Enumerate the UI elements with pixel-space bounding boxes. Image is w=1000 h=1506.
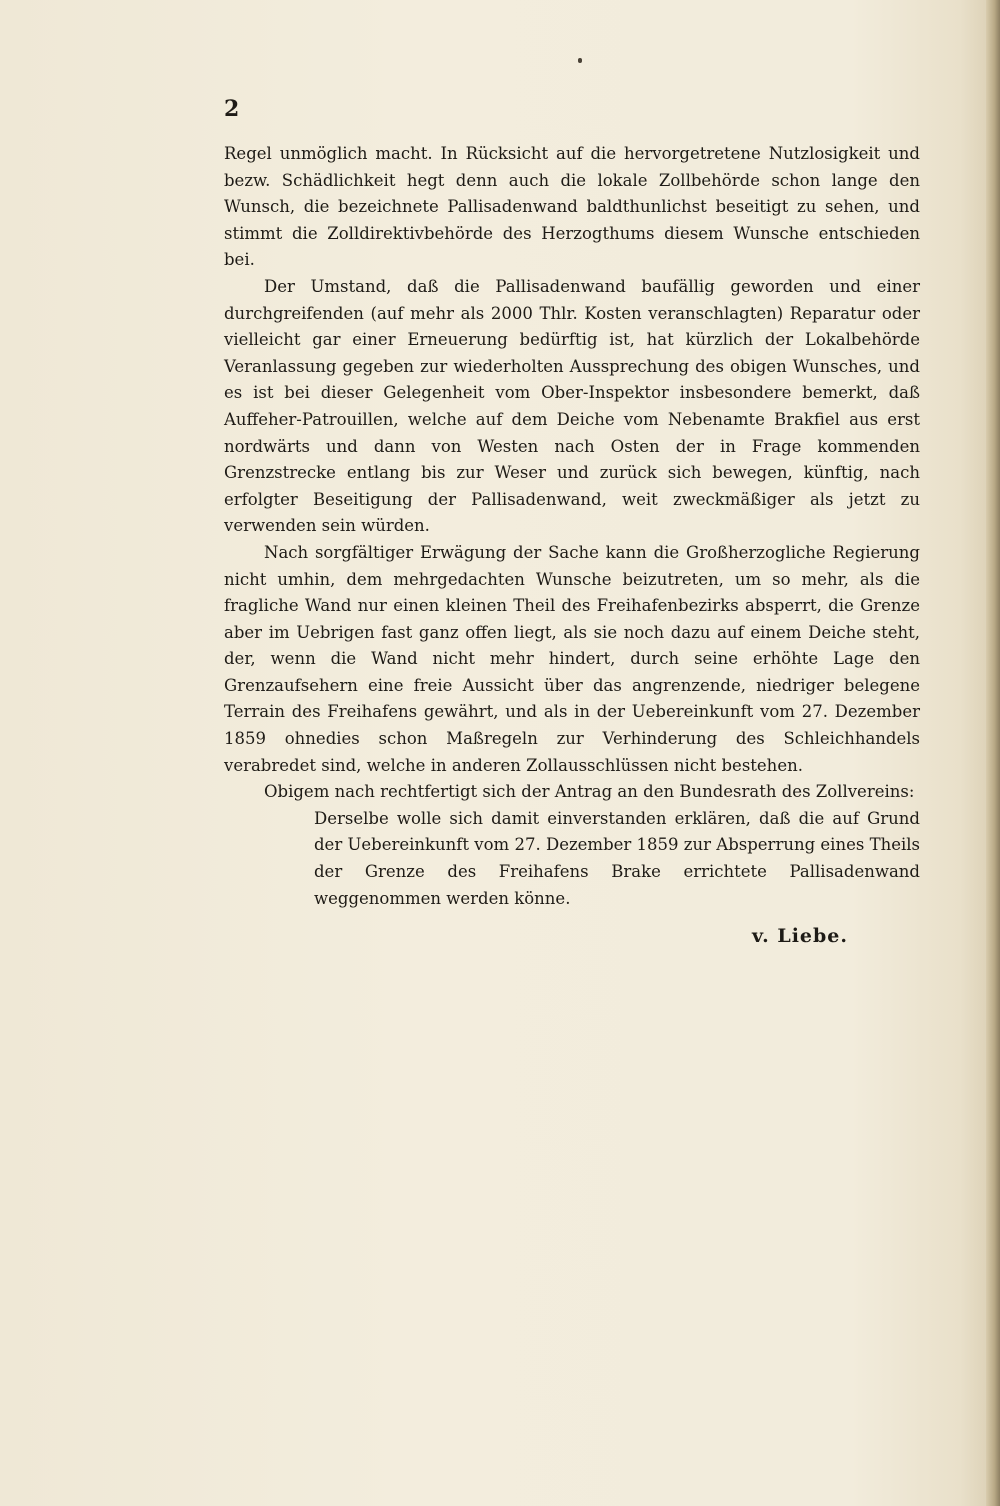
paragraph-2: Der Umstand, daß die Pallisadenwand baufällig geworden und einer durchgreifenden (auf mehr als 2000 Thlr. Kosten veranschlagten) Reparatur oder vielleicht gar einer Erneuerung bedürftig ist, hat kürzlich der Lokalbehörde Veranlassung gegeben zur wiederholten Aussprechung des obigen Wunsches, und es ist bei dieser Gelegenheit vom Ober-Inspektor insbesondere bemerkt, daß Auffeher-Patrouillen, welche auf dem Deiche vom Nebenamte Brakfiel aus erst nordwärts und dann von Westen nach Osten der in Frage kommenden Grenzstrecke entlang bis zur Weser und zurück sich bewegen, künftig, nach erfolgter Beseitigung der Pallisadenwand, weit zweckmäßiger als jetzt zu verwenden sein würden. [224,276,920,536]
motion-text: Derselbe wolle sich damit einverstanden erklären, daß die auf Grund der Uebereinkunft vom 27. Dezember 1859 zur Absperrung eines Theils der Grenze des Freihafens Brake errichtete Pallisadenwand weggenommen werden könne. [314,808,920,908]
paragraph-3: Nach sorgfältiger Erwägung der Sache kann die Großherzogliche Regierung nicht umhin, dem mehrgedachten Wunsche beizutreten, um so mehr, als die fragliche Wand nur einen kleinen Theil des Freihafenbezirks absperrt, die Grenze aber im Uebrigen fast ganz offen liegt, als sie noch dazu auf einem Deiche steht, der, wenn die Wand nicht mehr hindert, durch seine erhöhte Lage den Grenzaufsehern eine freie Aussicht über das angrenzende, niedriger belegene Terrain des Freihafens gewährt, und als in der Uebereinkunft vom 27. Dezember 1859 ohnedies schon Maßregeln zur Verhinderung des Schleichhandels verabredet sind, welche in anderen Zollausschlüssen nicht bestehen. [224,542,920,775]
body-text [224,141,920,912]
paragraph-4: Obigem nach rechtfertigt sich der Antrag an den Bundesrath des Zollvereins: [264,782,915,802]
page-edge-shadow [986,0,1000,1506]
ink-speck [578,58,582,63]
paragraph-1: Regel unmöglich macht. In Rücksicht auf die hervorgetretene Nutzlosigkeit und bezw. Schädlichkeit hegt denn auch die lokale Zollbehörde schon lange den Wunsch, die bezeichnete Pallisadenwand baldthunlichst beseitigt zu sehen, und stimmt die Zolldirektivbehörde des Herzogthums diesem Wunsche entschieden bei. [224,144,920,270]
signature: v. Liebe. [752,925,849,947]
page-number: 2 [224,96,240,122]
